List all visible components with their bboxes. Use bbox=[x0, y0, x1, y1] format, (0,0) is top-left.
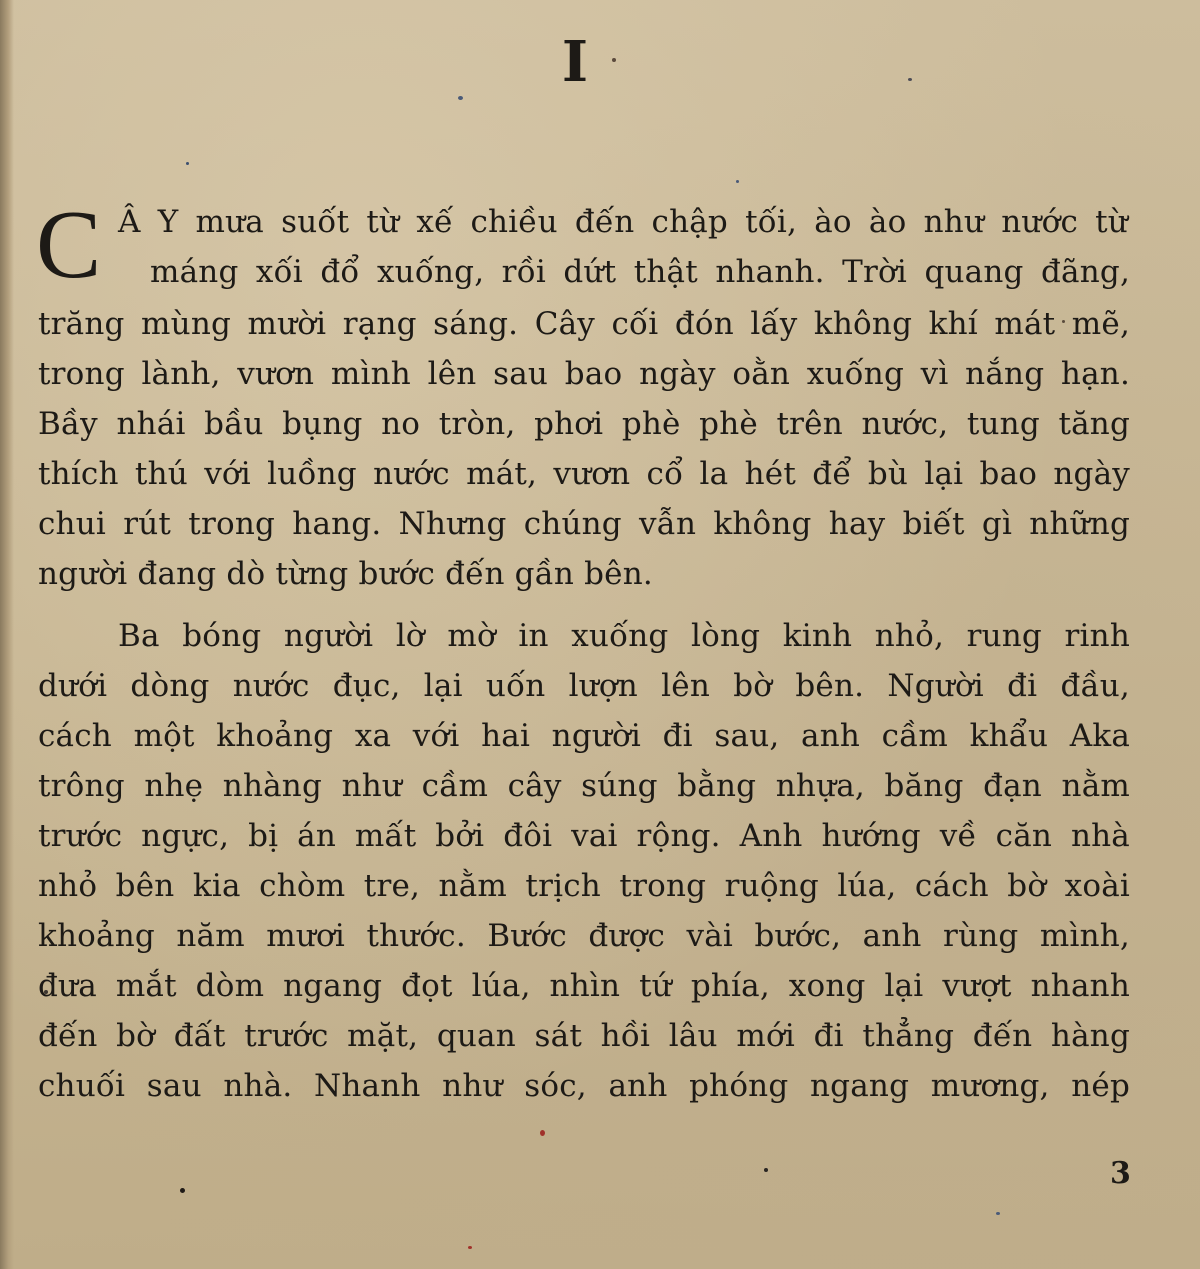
text-line: Bầy nhái bầu bụng no tròn, phơi phè phè trên nước, tung tăng bbox=[38, 406, 1130, 442]
text-line: nhỏ bên kia chòm tre, nằm trịch trong ruộng lúa, cách bờ xoài bbox=[38, 868, 1130, 904]
page-number: 3 bbox=[1110, 1156, 1131, 1191]
text-line: máng xối đổ xuống, rồi dứt thật nhanh. Trời quang đãng, bbox=[150, 254, 1130, 290]
drop-cap-letter: C bbox=[36, 191, 102, 299]
paper-speck bbox=[540, 1130, 545, 1136]
text-line: chuối sau nhà. Nhanh như sóc, anh phóng ngang mương, nép bbox=[38, 1068, 1130, 1104]
text-line: Â Y mưa suốt từ xế chiều đến chập tối, ào ào như nước từ bbox=[118, 204, 1128, 240]
page-binding-edge bbox=[0, 0, 14, 1269]
text-line: đưa mắt dòm ngang đọt lúa, nhìn tứ phía, xong lại vượt nhanh bbox=[38, 968, 1130, 1004]
text-line: trông nhẹ nhàng như cầm cây súng bằng nhựa, băng đạn nằm bbox=[38, 768, 1130, 804]
text-line: người đang dò từng bước đến gần bên. bbox=[38, 556, 653, 592]
paper-speck bbox=[996, 1212, 1000, 1215]
text-line: Ba bóng người lờ mờ in xuống lòng kinh nhỏ, rung rinh bbox=[118, 618, 1130, 654]
text-line: đến bờ đất trước mặt, quan sát hồi lâu mới đi thẳng đến hàng bbox=[38, 1018, 1130, 1054]
text-line: chui rút trong hang. Nhưng chúng vẫn không hay biết gì những bbox=[38, 506, 1130, 542]
text-line: khoảng năm mươi thước. Bước được vài bước, anh rùng mình, bbox=[38, 918, 1130, 954]
text-line: trong lành, vươn mình lên sau bao ngày oằn xuống vì nắng hạn. bbox=[38, 356, 1130, 392]
text-line: dưới dòng nước đục, lại uốn lượn lên bờ bên. Người đi đầu, bbox=[38, 668, 1130, 704]
paper-speck bbox=[764, 1168, 768, 1172]
paper-speck bbox=[186, 162, 189, 165]
paper-speck bbox=[180, 1188, 185, 1193]
chapter-number: I bbox=[561, 29, 589, 95]
text-line: trước ngực, bị án mất bởi đôi vai rộng. Anh hướng về căn nhà bbox=[38, 818, 1130, 854]
paper-speck bbox=[468, 1246, 472, 1249]
text-line: thích thú với luồng nước mát, vươn cổ la hét để bù lại bao ngày bbox=[38, 456, 1130, 492]
paper-speck bbox=[736, 180, 739, 183]
text-line: trăng mùng mười rạng sáng. Cây cối đón lấy không khí mát mẽ, bbox=[38, 306, 1130, 342]
text-line: cách một khoảng xa với hai người đi sau, anh cầm khẩu Aka bbox=[38, 718, 1130, 754]
